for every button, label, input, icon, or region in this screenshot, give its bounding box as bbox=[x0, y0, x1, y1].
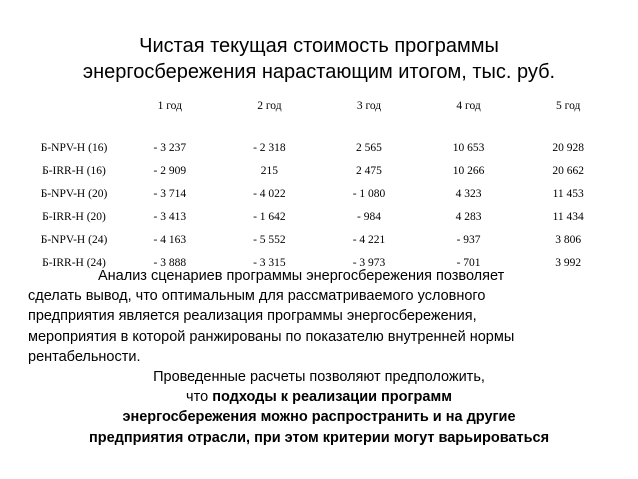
table-cell: - 4 221 bbox=[352, 233, 386, 246]
conclusion-line-bold: предприятия отрасли, при этом критерии могут варьироваться bbox=[88, 429, 550, 446]
row-label: Б-IRR-Н (24) bbox=[42, 256, 106, 269]
table-cell: - 701 bbox=[456, 256, 481, 269]
table-cell: - 3 888 bbox=[153, 256, 187, 269]
table-cell: - 3 714 bbox=[153, 187, 187, 200]
npv-table bbox=[28, 95, 618, 274]
table-cell: 3 992 bbox=[555, 256, 582, 269]
table-header-cell: 1 год bbox=[157, 100, 182, 112]
paragraph-line: рентабельности. bbox=[28, 348, 141, 365]
table-cell: - 2 318 bbox=[253, 141, 286, 154]
table-row bbox=[28, 182, 618, 205]
table-cell: 4 283 bbox=[455, 210, 482, 223]
conclusion-line-bold: энергосбережения можно распространить и на другие bbox=[122, 409, 516, 426]
table-cell: - 3 315 bbox=[253, 256, 286, 269]
conclusion-line-bold: подходы к реализации программ bbox=[212, 389, 452, 406]
page-title bbox=[0, 33, 638, 85]
table-cell: 4 323 bbox=[455, 187, 482, 200]
row-label: Б-IRR-Н (20) bbox=[42, 210, 106, 223]
table-cell: - 1 642 bbox=[253, 210, 286, 223]
paragraph-line: предприятия является реализация программы энергосбережения, bbox=[28, 308, 477, 325]
table-row bbox=[28, 117, 618, 159]
analysis-paragraph bbox=[28, 266, 628, 367]
table-cell: - 3 237 bbox=[153, 141, 187, 154]
table-cell: 10 653 bbox=[452, 141, 485, 154]
paragraph-line: сделать вывод, что оптимальным для рассматриваемого условного bbox=[28, 288, 486, 305]
table-header-cell: 3 год bbox=[356, 100, 382, 112]
table-header-cell: 2 год bbox=[257, 100, 282, 112]
table-cell: 11 453 bbox=[552, 187, 584, 200]
table-cell: 11 434 bbox=[552, 210, 584, 223]
conclusion-line-plain: что bbox=[186, 389, 213, 406]
conclusion-paragraph bbox=[0, 367, 638, 448]
table-cell: - 4 022 bbox=[253, 187, 286, 200]
table-cell: - 2 909 bbox=[153, 164, 187, 177]
row-label: Б-NPV-Н (16) bbox=[40, 141, 108, 154]
table-row bbox=[28, 205, 618, 228]
table-cell: - 984 bbox=[357, 210, 381, 223]
table-header-cell: 4 год bbox=[456, 100, 481, 112]
table-cell: - 5 552 bbox=[253, 233, 286, 246]
table-cell: 3 806 bbox=[555, 233, 582, 246]
conclusion-line bbox=[0, 428, 638, 448]
paragraph-line: мероприятия в которой ранжированы по показателю внутренней нормы bbox=[28, 328, 515, 345]
table-header-cell bbox=[28, 95, 120, 117]
table-cell: 215 bbox=[260, 164, 279, 177]
conclusion-line bbox=[0, 407, 638, 427]
table-cell: - 937 bbox=[456, 233, 481, 246]
table-cell: - 4 163 bbox=[153, 233, 187, 246]
conclusion-line: Проведенные расчеты позволяют предположить, bbox=[153, 369, 485, 385]
table-cell: - 1 080 bbox=[352, 187, 386, 200]
conclusion-line bbox=[0, 387, 638, 407]
table-header-row bbox=[28, 95, 618, 117]
table-header-cell: 5 год bbox=[556, 100, 581, 112]
table-cell: - 3 413 bbox=[153, 210, 187, 223]
table-cell: 20 662 bbox=[552, 164, 584, 177]
table-cell: - 3 973 bbox=[352, 256, 386, 269]
table-cell: 2 565 bbox=[356, 141, 382, 154]
title-line-1: Чистая текущая стоимость программы bbox=[139, 35, 499, 57]
table-row bbox=[28, 228, 618, 251]
row-label: Б-NPV-Н (20) bbox=[40, 187, 108, 200]
table-cell: 2 475 bbox=[356, 164, 382, 177]
table-cell: 10 266 bbox=[452, 164, 485, 177]
table-row bbox=[28, 159, 618, 182]
title-line-2: энергосбережения нарастающим итогом, тыс. руб. bbox=[82, 61, 556, 83]
table-cell: 20 928 bbox=[552, 141, 584, 154]
row-label: Б-NPV-Н (24) bbox=[40, 233, 108, 246]
row-label: Б-IRR-Н (16) bbox=[42, 164, 106, 177]
paragraph-line: Анализ сценариев программы энергосбережения позволяет bbox=[98, 268, 505, 284]
